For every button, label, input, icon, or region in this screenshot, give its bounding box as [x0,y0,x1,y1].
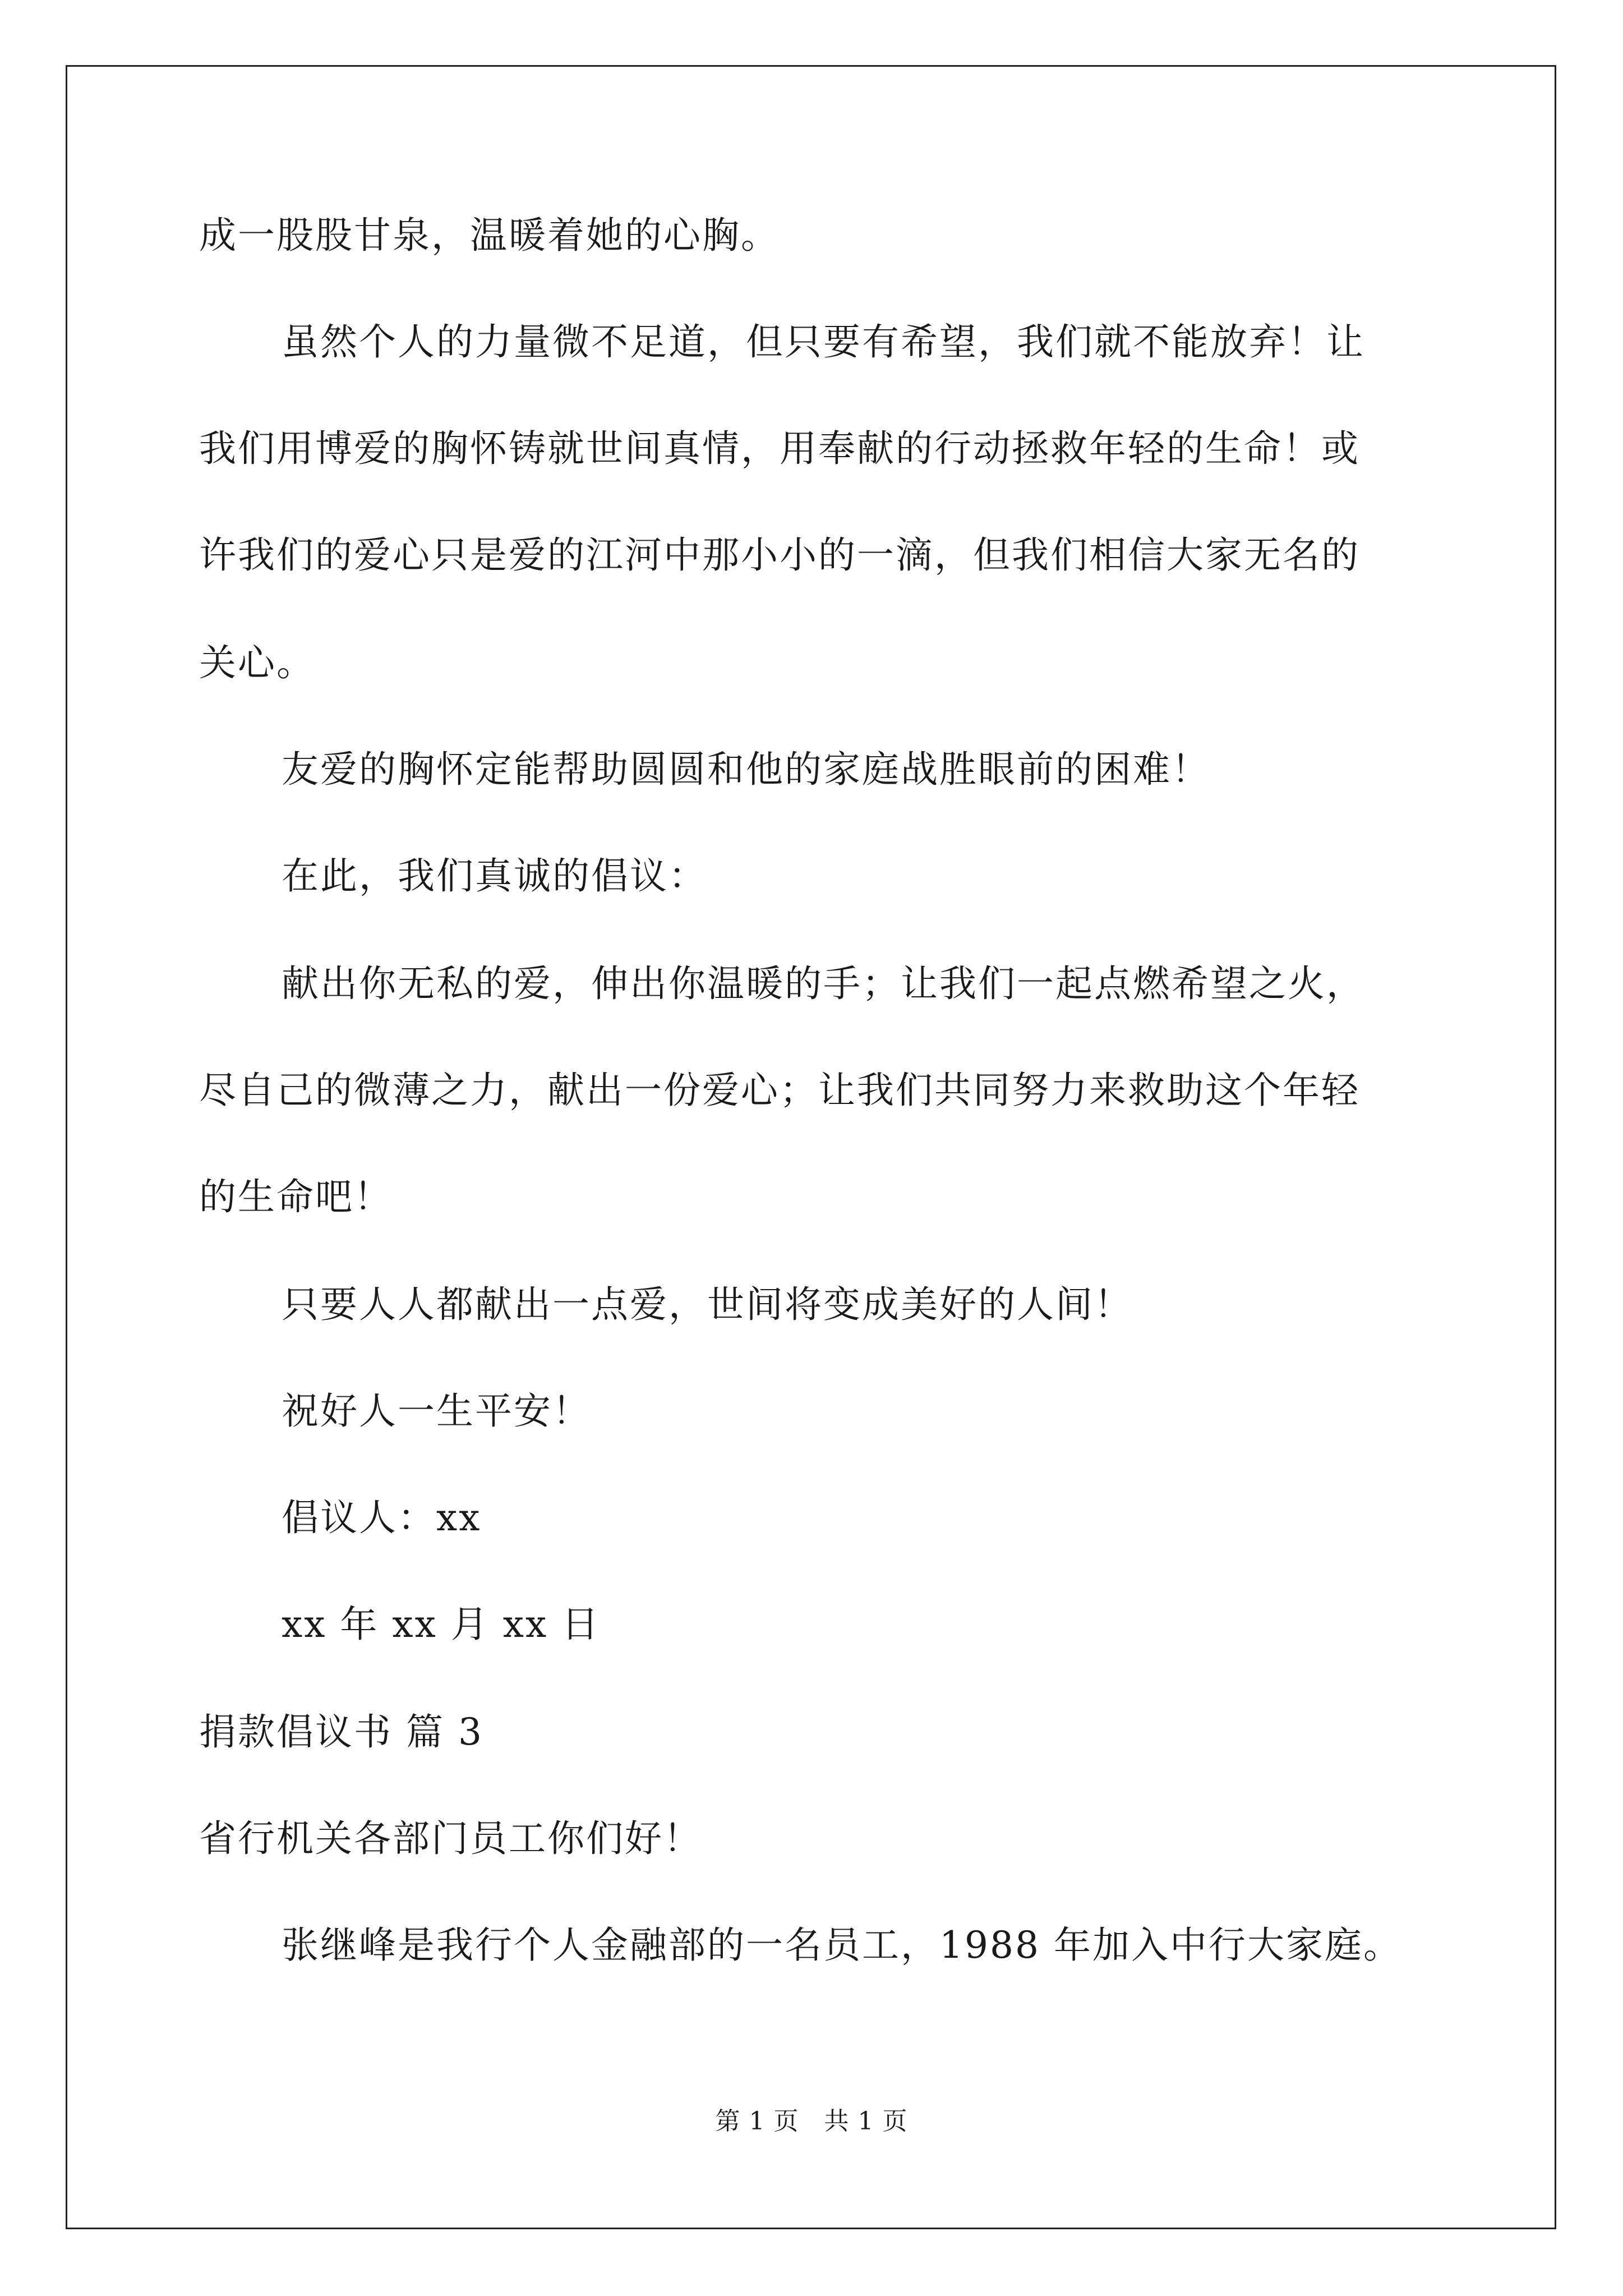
page-footer: 第 1 页 共 1 页 [715,2107,908,2136]
text-line: 献出你无私的爱，伸出你温暖的手；让我们一起点燃希望之火， [282,962,1365,1005]
page-border [66,65,1556,2229]
text-line: 成一股股甘泉，温暖着她的心胸。 [199,214,780,257]
text-line: 关心。 [199,641,315,684]
text-line: 张继峰是我行个人金融部的一名员工，1988 年加入中行大家庭。 [282,1924,1402,1967]
text-line: 在此，我们真诚的倡议： [282,854,707,898]
text-line: 我们用博爱的胸怀铸就世间真情，用奉献的行动拯救年轻的生命！或 [199,427,1360,470]
text-line: 的生命吧！ [199,1175,393,1218]
proposer-line: 倡议人：xx [282,1496,482,1539]
date-line: xx 年 xx 月 xx 日 [282,1603,601,1646]
salutation: 省行机关各部门员工你们好！ [199,1817,702,1860]
text-line: 只要人人都献出一点爱，世间将变成美好的人间！ [282,1283,1133,1326]
text-line: 许我们的爱心只是爱的江河中那小小的一滴，但我们相信大家无名的 [199,533,1360,577]
text-line: 祝好人一生平安！ [282,1389,591,1433]
text-line: 虽然个人的力量微不足道，但只要有希望，我们就不能放弃！让 [282,320,1365,364]
text-line: 友爱的胸怀定能帮助圆圆和他的家庭战胜眼前的困难！ [282,748,1210,791]
section-heading: 捐款倡议书 篇 3 [199,1710,483,1754]
text-line: 尽自己的微薄之力，献出一份爱心；让我们共同努力来救助这个年轻 [199,1069,1360,1112]
